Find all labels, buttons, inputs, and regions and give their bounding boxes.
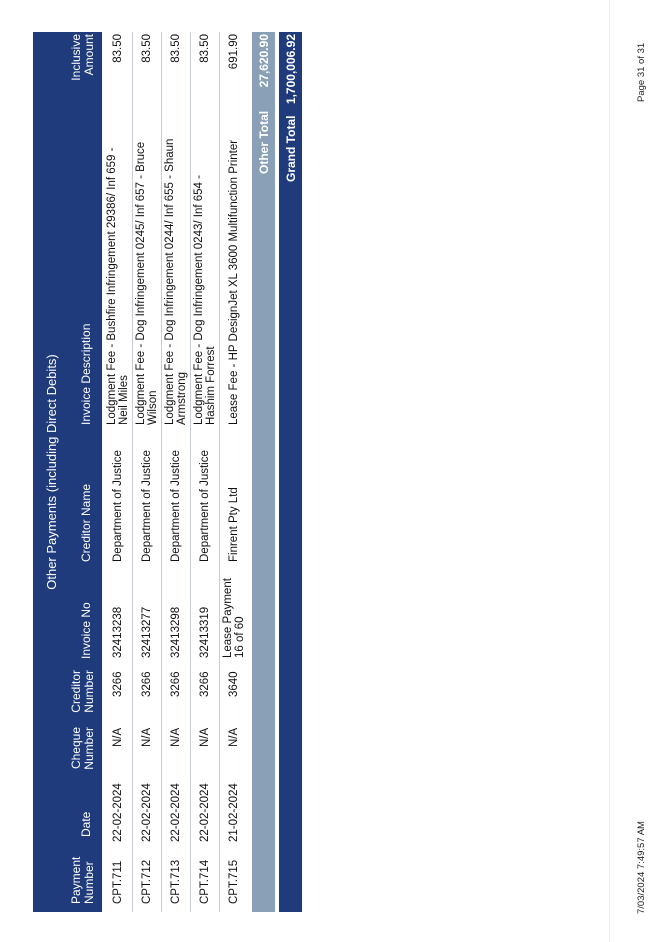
header-invoice-no: Invoice No [70, 579, 102, 659]
description-line: Lodgment Fee - Dog Infringement 0244/ Inf 655 - Shaun [164, 138, 176, 425]
cell-creditor-name: Department of Justice [112, 450, 124, 562]
section-title: Other Payments (including Direct Debits) [33, 32, 70, 912]
cell-date: 22-02-2024 [170, 783, 182, 842]
grand-total-label: Grand Total [284, 115, 298, 182]
print-timestamp: 7/03/2024 7:49:57 AM [636, 821, 647, 914]
description-line: Lodgment Fee - Dog Infringement 0243/ Inf 654 - [193, 175, 205, 425]
cell-creditor-name: Department of Justice [170, 450, 182, 562]
cell-invoice-description [193, 175, 217, 425]
cell-invoice-description [106, 148, 130, 425]
description-line: Wilson [147, 390, 159, 425]
cell-invoice-no: 32413277 [141, 606, 153, 658]
cell-amount: 83.50 [141, 34, 153, 63]
description-line: Armstrong [176, 371, 188, 425]
cell-payment-number: CPT.712 [141, 859, 153, 904]
header-cheque-number: Cheque Number [70, 727, 102, 772]
cell-creditor-number: 3640 [228, 671, 240, 697]
cell-cheque-number: N/A [228, 727, 240, 747]
description-line: Neil Miles [118, 375, 130, 425]
cell-invoice-no: 32413298 [170, 606, 182, 658]
cell-date: 22-02-2024 [141, 783, 153, 842]
cell-invoice-no [222, 578, 246, 658]
description-line: Lodgment Fee - Dog Infringement 0245/ Inf 657 - Bruce [135, 141, 147, 425]
cell-cheque-number: N/A [141, 727, 153, 747]
row-divider [190, 32, 191, 912]
grand-total-value: 1,700,006.92 [284, 34, 298, 105]
description-line: Hashim Forrest [205, 346, 217, 425]
cell-creditor-name: Finrent Pty Ltd [228, 487, 240, 562]
row-divider [132, 32, 133, 912]
header-creditor-number: Creditor Number [70, 670, 102, 715]
cell-invoice-no: 32413319 [199, 606, 211, 658]
cell-date: 22-02-2024 [112, 783, 124, 842]
cell-creditor-number: 3266 [112, 671, 124, 697]
header-inclusive-amount: Inclusive Amount [70, 34, 102, 84]
invoice-no-line: Lease Payment [222, 578, 234, 658]
cell-amount: 691.90 [228, 34, 240, 70]
cell-payment-number: CPT.713 [170, 859, 182, 904]
other-total-label: Other Total [257, 110, 271, 174]
cell-creditor-number: 3266 [170, 671, 182, 697]
cell-cheque-number: N/A [199, 727, 211, 747]
cell-payment-number: CPT.711 [112, 860, 124, 904]
cell-invoice-description [164, 139, 188, 425]
cell-invoice-no: 32413238 [112, 606, 124, 658]
cell-invoice-description [135, 142, 159, 425]
cell-invoice-description [228, 140, 240, 425]
cell-payment-number: CPT.715 [228, 859, 240, 904]
row-divider [219, 32, 220, 912]
cell-payment-number: CPT.714 [199, 859, 211, 904]
header-creditor-name: Creditor Name [70, 462, 102, 562]
description-line: Lodgment Fee - Bushfire Infringement 29386/ Inf 659 - [106, 147, 118, 425]
other-total-value: 27,620.90 [257, 34, 271, 88]
header-invoice-description: Invoice Description [70, 295, 102, 425]
row-divider [161, 32, 162, 912]
cell-cheque-number: N/A [112, 727, 124, 747]
cell-amount: 83.50 [112, 34, 124, 63]
cell-amount: 83.50 [170, 34, 182, 63]
page-number: Page 31 of 31 [636, 42, 647, 102]
cell-date: 22-02-2024 [199, 783, 211, 842]
cell-creditor-number: 3266 [141, 671, 153, 697]
header-date: Date [70, 787, 102, 837]
cell-creditor-number: 3266 [199, 671, 211, 697]
cell-amount: 83.50 [199, 34, 211, 63]
cell-creditor-name: Department of Justice [199, 450, 211, 562]
cell-cheque-number: N/A [170, 727, 182, 747]
page-fold-line [609, 0, 610, 942]
invoice-no-line: 16 of 60 [234, 616, 246, 658]
description-line: Lease Fee - HP DesignJet XL 3600 Multifunction Printer [228, 139, 240, 425]
cell-date: 21-02-2024 [228, 783, 240, 842]
cell-creditor-name: Department of Justice [141, 450, 153, 562]
header-payment-number: Payment Number [70, 854, 102, 904]
